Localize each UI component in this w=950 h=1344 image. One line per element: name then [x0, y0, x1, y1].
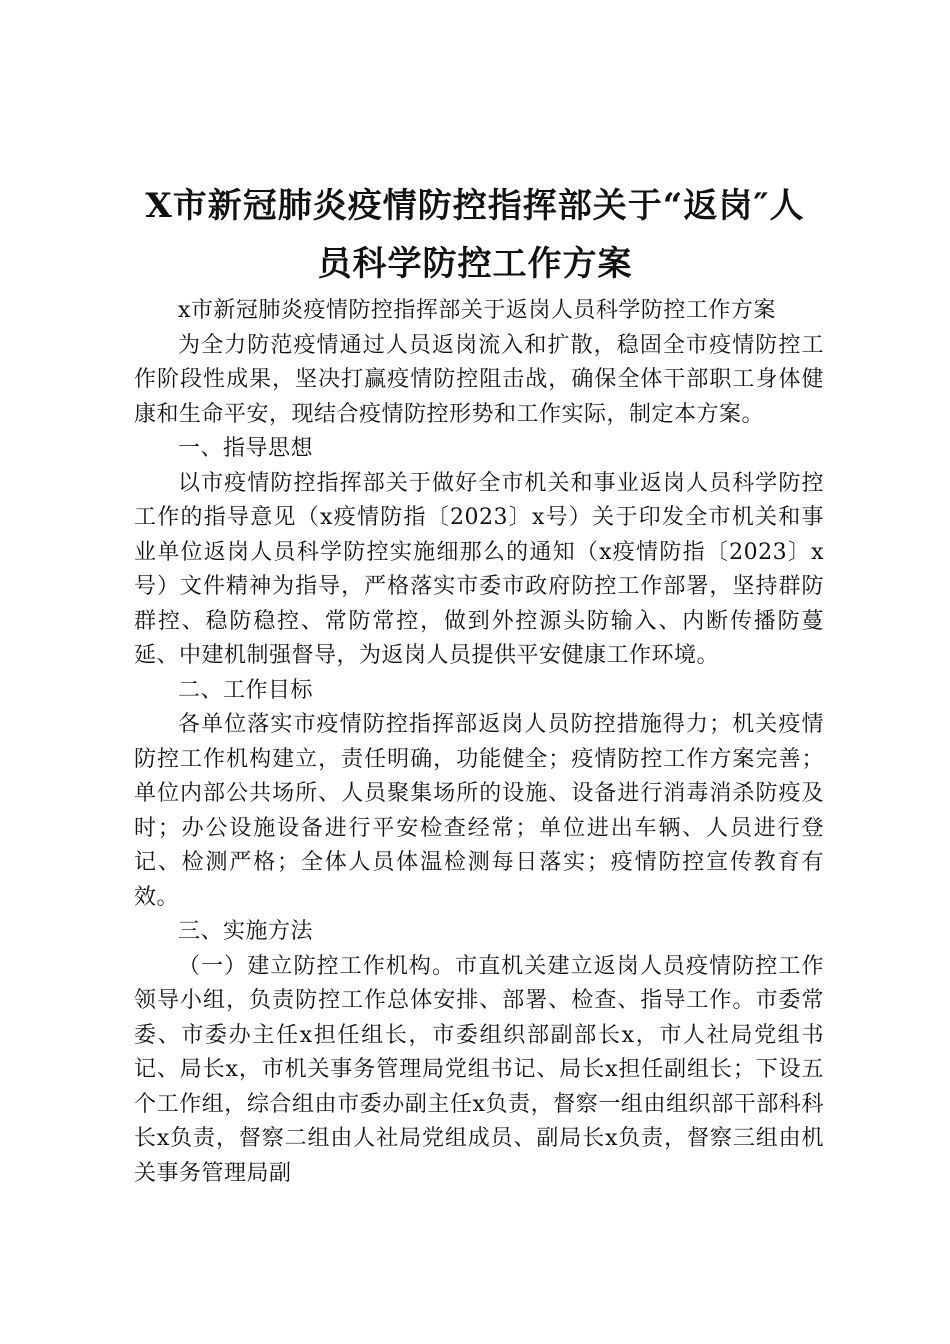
work-goals-paragraph: 各单位落实市疫情防控指挥部返岗人员防控措施得力；机关疫情防控工作机构建立，责任明确，功能健全；疫情防控工作方案完善；单位内部公共场所、人员聚集场所的设施、设备进行消毒消杀防疫及时；办公设施设备进行平安检查经常；单位进出车辆、人员进行登记、检测严格；全体人员体温检测每日落实；疫情防控宣传教育有效。 — [134, 712, 824, 910]
section-heading-guiding-ideology: 一、指导思想 — [178, 436, 314, 461]
guiding-ideology-paragraph: 以市疫情防控指挥部关于做好全市机关和事业返岗人员科学防控工作的指导意见（x疫情防指〔2023〕x号）关于印发全市机关和事业单位返岗人员科学防控实施细那么的通知（x疫情防指〔2023〕x号）文件精神为指导，严格落实市委市政府防控工作部署，坚持群防群控、稳防稳控、常防常控，做到外控源头防输入、内断传播防蔓延、中建机制强督导，为返岗人员提供平安健康工作环境。 — [134, 470, 824, 668]
document-title-line-1: X市新冠肺炎疫情防控指挥部关于“返岗″人 — [145, 186, 805, 226]
document-body — [134, 294, 824, 1191]
intro-paragraph: 为全力防范疫情通过人员返岗流入和扩散，稳固全市疫情防控工作阶段性成果，坚决打赢疫情防控阻击战，确保全体干部职工身体健康和生命平安，现结合疫情防控形势和工作实际，制定本方案。 — [134, 332, 824, 427]
section-heading-work-goals: 二、工作目标 — [178, 677, 314, 703]
section-heading-implementation: 三、实施方法 — [178, 919, 314, 944]
implementation-paragraph: （一）建立防控工作机构。市直机关建立返岗人员疫情防控工作领导小组，负责防控工作总体安排、部署、检查、指导工作。市委常委、市委办主任x担任组长，市委组织部副部长x，市人社局党组书记、局长x，市机关事务管理局党组书记、局长x担任副组长；下设五个工作组，综合组由市委办副主任x负责，督察一组由组织部干部科科长x负责，督察二组由人社局党组成员、副局长x负责，督察三组由机关事务管理局副 — [134, 953, 824, 1186]
subtitle-paragraph: x市新冠肺炎疫情防控指挥部关于返岗人员科学防控工作方案 — [178, 298, 776, 323]
document-title-line-2: 员科学防控工作方案 — [317, 244, 633, 284]
